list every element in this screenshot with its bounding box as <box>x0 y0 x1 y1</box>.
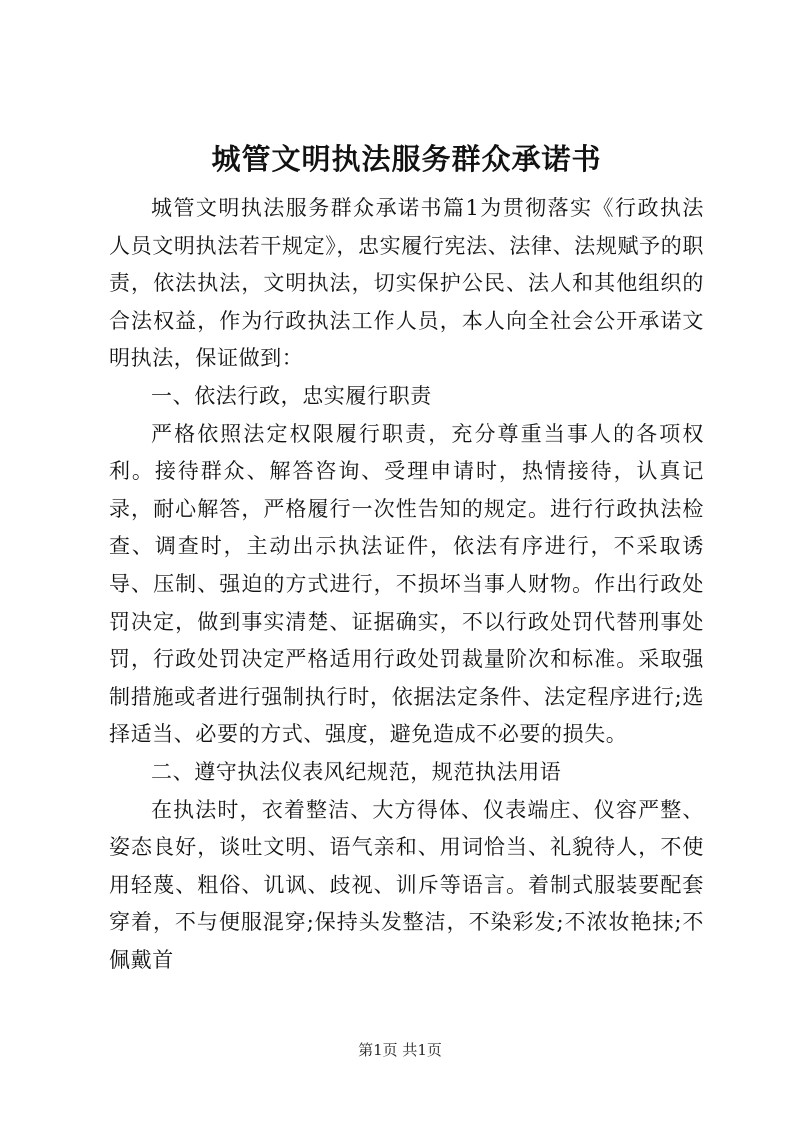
section-heading-1: 一、依法行政，忠实履行职责 <box>151 383 432 408</box>
page-number-footer: 第1页 共1页 <box>358 1041 442 1059</box>
page-title: 城管文明执法服务群众承诺书 <box>211 142 602 176</box>
section-heading-2: 二、遵守执法仪表风纪规范，规范执法用语 <box>151 759 562 784</box>
section-1-paragraph: 严格依照法定权限履行职责，充分尊重当事人的各项权利。接待群众、解答咨询、受理申请时，热情接待，认真记录，耐心解答，严格履行一次性告知的规定。进行行政执法检查、调查时，主动出示执法证件，依法有序进行，不采取诱导、压制、强迫的方式进行，不损坏当事人财物。作出行政处罚决定，做到事实清楚、证据确实，不以行政处罚代替刑事处罚，行政处罚决定严格适用行政处罚裁量阶次和标准。采取强制措施或者进行强制执行时，依据法定条件、法定程序进行;选择适当、必要的方式、强度，避免造成不必要的损失。 <box>109 421 704 747</box>
intro-paragraph: 城管文明执法服务群众承诺书篇1为贯彻落实《行政执法人员文明执法若干规定》，忠实履行宪法、法律、法规赋予的职责，依法执法，文明执法，切实保护公民、法人和其他组织的合法权益，作为行政执法工作人员，本人向全社会公开承诺文明执法，保证做到： <box>109 196 704 371</box>
document-body <box>109 190 704 979</box>
section-2-paragraph: 在执法时，衣着整洁、大方得体、仪表端庄、仪容严整、姿态良好，谈吐文明、语气亲和、用词恰当、礼貌待人，不使用轻蔑、粗俗、讥讽、歧视、训斥等语言。着制式服装要配套穿着，不与便服混穿;保持头发整洁，不染彩发;不浓妆艳抹;不佩戴首 <box>109 797 704 972</box>
